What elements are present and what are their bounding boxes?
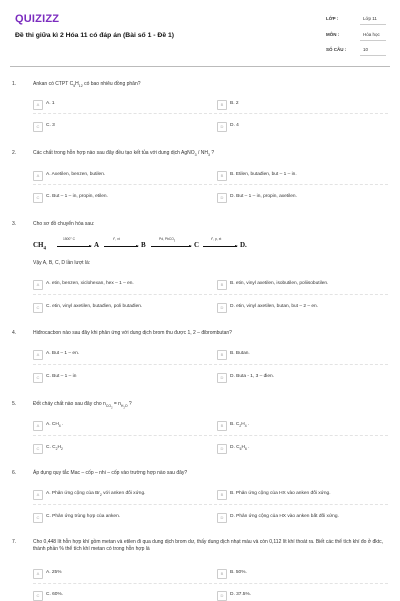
meta-label-count: SỐ CÂU : (326, 47, 347, 52)
header (0, 0, 400, 62)
quizizz-logo: QUIZIZZ (15, 13, 60, 25)
question-text: Đốt cháy chất nào sau đây cho $n_{CO_2} = n_{H_2O}$ ? (33, 401, 132, 410)
question-number: 1. (12, 81, 17, 87)
scheme-d: D. (240, 241, 247, 249)
question-text: Ankan có CTPT $C_5H_{12}$ có bao nhiêu đồng phân? (33, 81, 141, 88)
scheme-b: B (141, 241, 146, 249)
divider (33, 435, 388, 436)
divider (33, 504, 388, 505)
meta-label-class: LỚP : (326, 16, 339, 21)
reaction-scheme (33, 237, 293, 255)
question-text: Các chất trong hỗn hợp nào sau đây đều tạo kết tủa với dung dịch AgNO$_3$ / $NH_3$ ? (33, 150, 215, 157)
divider (33, 364, 388, 365)
divider (33, 184, 388, 185)
question-subtext: Vậy A, B, C, D lần lượt là: (33, 260, 91, 266)
question-text: Cho 0,448 lít hỗn hợp khí gồm metan và etilen đi qua dung dịch brom dư, thấy dung dịch nhạt màu và còn 0,112 lít khí thoát ra. Biết các thể tích khí đo ở đktc, thành phần % thể tích khí metan có trong hỗn hợp là (33, 539, 384, 552)
divider (360, 55, 386, 56)
question-number: 2. (12, 150, 17, 156)
question-text: Cho sơ đồ chuyển hóa sau: (33, 221, 95, 227)
meta-value-count: 10 (363, 47, 369, 52)
arrow-icon (104, 246, 138, 247)
arrow-icon (57, 246, 91, 247)
scheme-start: $CH_4$ (33, 241, 46, 252)
divider (360, 24, 386, 25)
scheme-c: C (194, 241, 200, 249)
question-text: Hiđrocacbon nào sau đây khi phản ứng với dung dịch brom thu được 1, 2 – đibrombutan? (33, 330, 232, 336)
question-number: 5. (12, 401, 17, 407)
scheme-condition: t°, p, xt (211, 237, 222, 241)
arrow-icon (203, 246, 237, 247)
meta-value-class: Lớp 11 (363, 16, 377, 21)
scheme-a: A (94, 241, 100, 249)
question-number: 6. (12, 470, 17, 476)
divider (33, 583, 388, 584)
divider (33, 294, 388, 295)
divider (33, 113, 388, 114)
header-divider (10, 66, 390, 67)
page-title: Đề thi giữa kì 2 Hóa 11 có đáp án (Bài số 1 - Đề 1) (15, 32, 175, 39)
meta-label-subject: MÔN : (326, 32, 340, 37)
question-number: 4. (12, 330, 17, 336)
question-number: 7. (12, 539, 17, 545)
scheme-condition: Pd, PbCO$_3$ (159, 237, 176, 243)
question-number: 3. (12, 221, 17, 227)
scheme-condition: 1500° C (63, 237, 75, 241)
question-text: Áp dụng quy tắc Mac – cốp – nhi – cốp vào trường hợp nào sau đây? (33, 470, 188, 476)
scheme-condition: t°, xt (113, 237, 120, 241)
meta-value-subject: Hóa học (363, 32, 380, 37)
arrow-icon (151, 246, 191, 247)
divider (360, 40, 386, 41)
